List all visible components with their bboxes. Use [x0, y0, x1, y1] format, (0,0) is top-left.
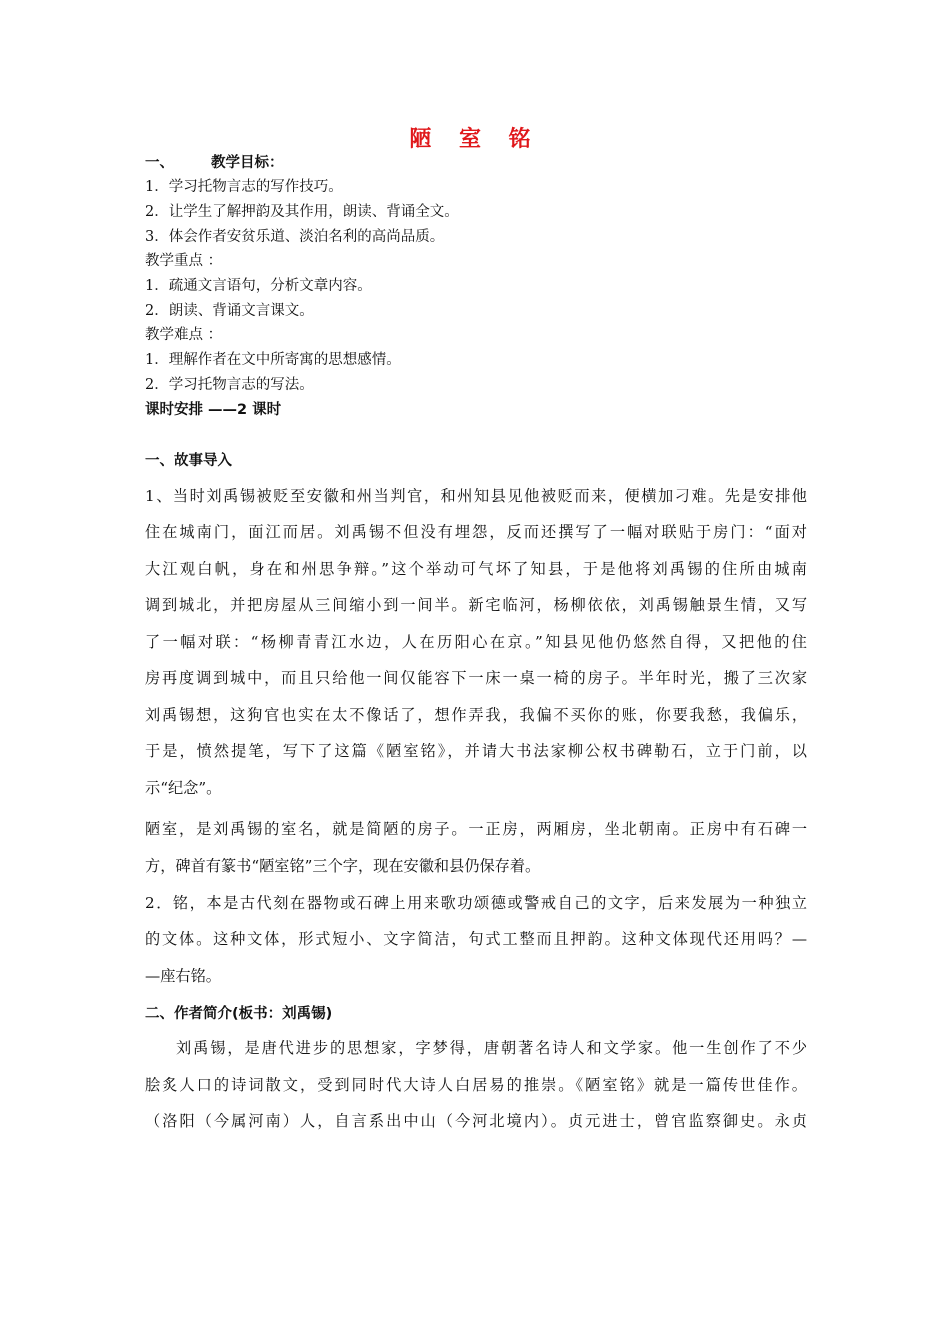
section1-para2-line: 方，碑首有篆书“陋室铭”三个字，现在安徽和县仍保存着。 — [145, 857, 541, 875]
objective-item: 3．体会作者安贫乐道、淡泊名利的高尚品质。 — [145, 229, 445, 245]
objective-item: 1．学习托物言志的写作技巧。 — [145, 179, 343, 195]
document-title: 陋 室 铭 — [409, 127, 541, 152]
section1-para3-line: —座右铭。 — [145, 967, 221, 985]
section1-para1-line: 调到城北，并把房屋从三间缩小到一间半。新宅临河，杨柳依依，刘禹锡触景生情，又写 — [145, 596, 807, 614]
key-point-item: 1．疏通文言语句，分析文章内容。 — [145, 278, 372, 294]
key-point-item: 2．朗读、背诵文言课文。 — [145, 303, 314, 319]
section1-para1-line: 刘禹锡想，这狗官也实在太不像话了，想作弄我，我偏不买你的账，你要我愁，我偏乐， — [145, 706, 807, 724]
objectives-heading — [145, 153, 284, 173]
section1-para1-line: 大江观白帆，身在和州思争辩。”这个举动可气坏了知县，于是他将刘禹锡的住所由城南 — [145, 560, 807, 578]
objectives-heading-text: 教学目标： — [211, 155, 284, 171]
section1-para1-line: 示“纪念”。 — [145, 779, 222, 797]
difficulties-heading: 教学难点 ： — [145, 327, 223, 343]
objective-item: 2．让学生了解押韵及其作用，朗读、背诵全文。 — [145, 204, 459, 220]
difficulty-item: 1．理解作者在文中所寄寓的思想感情。 — [145, 352, 401, 368]
section2-para-line: 脍炙人口的诗词散文，受到同时代大诗人白居易的推崇。《陋室铭》就是一篇传世佳作。 — [145, 1076, 807, 1094]
schedule-line: 课时安排 ——2 课时 — [145, 402, 282, 418]
section1-para3-line: 2．铭，本是古代刻在器物或石碑上用来歌功颂德或警戒自己的文字，后来发展为一种独立 — [145, 894, 807, 912]
section2-para-line: （洛阳（今属河南）人，自言系出中山（今河北境内）。贞元进士，曾官监察御史。永贞 — [145, 1112, 807, 1130]
section1-para1-line: 了一幅对联：“杨柳青青江水边，人在历阳心在京。”知县见他仍悠然自得，又把他的住 — [145, 633, 807, 651]
section1-para1-line: 房再度调到城中，而且只给他一间仅能容下一床一桌一椅的房子。半年时光，搬了三次家 — [145, 669, 807, 687]
section1-para1-line: 住在城南门，面江而居。刘禹锡不但没有埋怨，反而还撰写了一幅对联贴于房门：“面对 — [145, 523, 807, 541]
section1-para1-line: 于是，愤然提笔，写下了这篇《陋室铭》，并请大书法家柳公权书碑勒石，立于门前，以 — [145, 742, 807, 760]
difficulty-item: 2．学习托物言志的写法。 — [145, 377, 314, 393]
section1-para1-line: 1、当时刘禹锡被贬至安徽和州当判官，和州知县见他被贬而来，便横加刁难。先是安排他 — [145, 487, 807, 505]
section2-heading: 二、作者简介(板书：刘禹锡) — [145, 1006, 333, 1022]
key-points-heading: 教学重点 ： — [145, 253, 223, 269]
section1-para2-line: 陋室，是刘禹锡的室名，就是简陋的房子。一正房，两厢房，坐北朝南。正房中有石碑一 — [145, 820, 807, 838]
objectives-heading-number: 一、 — [145, 155, 174, 171]
section1-para3-line: 的文体。这种文体，形式短小、文字简洁，句式工整而且押韵。这种文体现代还用吗？— — [145, 930, 807, 948]
section1-heading: 一、故事导入 — [145, 453, 232, 469]
section2-para-line: 刘禹锡，是唐代进步的思想家，字梦得，唐朝著名诗人和文学家。他一生创作了不少 — [176, 1039, 807, 1057]
